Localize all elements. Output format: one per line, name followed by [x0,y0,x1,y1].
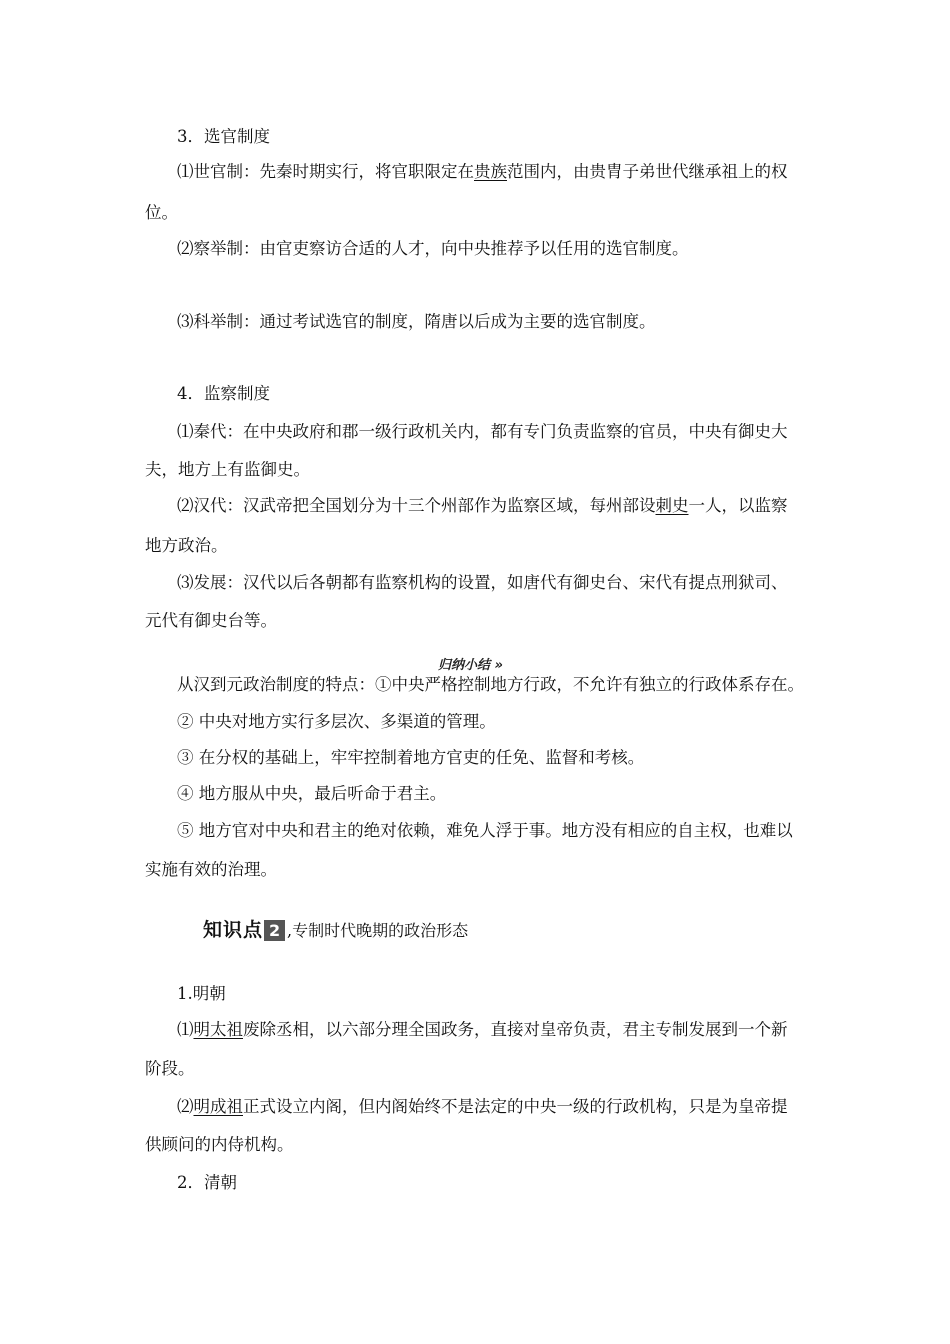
underlined-term: 刺史 [655,496,689,515]
summary-line: ⑤ 地方官对中央和君主的绝对依赖，难免人浮于事。地方没有相应的自主权，也难以 [177,821,793,840]
paragraph-han [177,495,788,517]
summary-line: ② 中央对地方实行多层次、多渠道的管理。 [177,712,496,731]
text: 范围内，由贵胄子弟世代继承祖上的权 [507,162,788,181]
paragraph-ming-chengzu [177,1096,788,1118]
paragraph-chaju: ⑵察举制：由官吏察访合适的人才，向中央推荐予以任用的选官制度。 [177,239,689,258]
section-heading-supervision: 4．监察制度 [177,384,270,403]
paragraph-continuation: 位。 [145,203,178,222]
knowledge-point-heading [203,918,468,942]
summary-line-continuation: 实施有效的治理。 [145,860,277,879]
summary-line: 从汉到元政治制度的特点：①中央严格控制地方行政，不允许有独立的行政体系存在。 [177,675,804,694]
paragraph-continuation: 供顾问的内侍机构。 [145,1135,294,1154]
section-heading-qing: 2．清朝 [177,1173,237,1192]
text: 一人，以监察 [688,496,788,515]
section-heading-selection: 3．选官制度 [177,127,270,146]
summary-line: ③ 在分权的基础上，牢牢控制着地方官吏的任免、监督和考核。 [177,748,645,767]
paragraph-qin: ⑴秦代：在中央政府和郡一级行政机关内，都有专门负责监察的官员，中央有御史大 [177,422,788,441]
section-heading-ming: 1.明朝 [177,984,226,1003]
text: 废除丞相，以六部分理全国政务，直接对皇帝负责，君主专制发展到一个新 [243,1020,788,1039]
paragraph-keju: ⑶科举制：通过考试选官的制度，隋唐以后成为主要的选官制度。 [177,312,656,331]
knowledge-point-number-badge: 2 [264,920,285,941]
summary-line: ④ 地方服从中央，最后听命于君主。 [177,784,447,803]
paragraph-continuation: 地方政治。 [145,536,228,555]
text: ⑴ [177,1020,194,1039]
underlined-term: 贵族 [474,162,507,181]
paragraph-continuation: 阶段。 [145,1059,195,1078]
paragraph-development: ⑶发展：汉代以后各朝都有监察机构的设置，如唐代有御史台、宋代有提点刑狱司、 [177,573,788,592]
paragraph-continuation: 元代有御史台等。 [145,611,277,630]
text: 正式设立内阁，但内阁始终不是法定的中央一级的行政机构，只是为皇帝提 [243,1097,788,1116]
text: ⑵汉代：汉武帝把全国划分为十三个州部作为监察区域，每州部设 [177,496,656,515]
paragraph-shiguan [177,161,788,183]
text: ⑴世官制：先秦时期实行，将官职限定在 [177,162,474,181]
paragraph-ming-taizu [177,1019,788,1041]
paragraph-continuation: 夫，地方上有监御史。 [145,460,310,479]
summary-heading: 归纳小结 » [438,658,503,673]
text: ⑵ [177,1097,194,1116]
knowledge-point-title: 知识点 [203,919,264,941]
underlined-term: 明太祖 [193,1020,243,1039]
knowledge-point-subtitle: ,专制时代晚期的政治形态 [287,921,469,940]
underlined-term: 明成祖 [193,1097,243,1116]
